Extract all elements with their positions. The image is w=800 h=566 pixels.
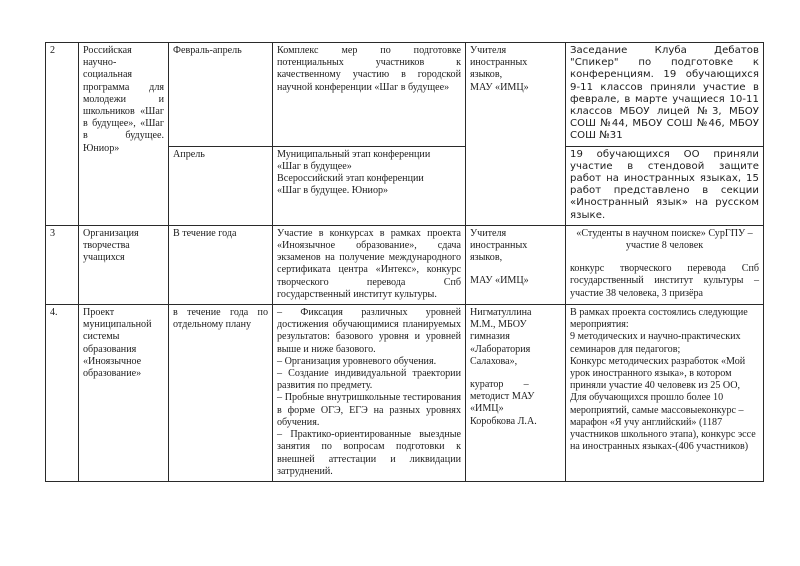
content-line: «Шаг в будущее» <box>277 160 352 172</box>
responsible-line: МАУ «ИМЦ» <box>470 81 529 93</box>
term-cell: в течение года по отдельному плану <box>169 305 273 482</box>
result-paragraph: конкурс творческого перевода Спб государственный институт культуры – участие 38 человека, 3 призёра <box>570 263 759 299</box>
result-paragraph: «Студенты в научном поиске» СурГПУ – участие 8 человек <box>576 227 753 252</box>
result-line: марафон «Я учу английский» (1187 <box>570 416 723 428</box>
responsible-line: М.М., МБОУ <box>470 319 527 331</box>
result-line: мероприятий, самые массовыеконкурс – <box>570 404 744 416</box>
responsible-line: языков, <box>470 252 503 264</box>
result-line: В рамках проекта состоялись следующие <box>570 307 748 319</box>
responsible-line: Коробкова Л.А. <box>470 415 537 427</box>
result-cell: 19 обучающихся ОО приняли участие в стендовой защите работ на иностранных языках, 15 работ представлено в секции «Иностранный язык» на русском языке. <box>566 146 764 225</box>
responsible-line: гимназия <box>470 331 510 343</box>
responsible-line: Учителя <box>470 227 507 239</box>
activity-name-cell: Организация творчества учащихся <box>79 225 169 304</box>
table-row <box>46 43 764 147</box>
content-line: Всероссийский этап конференции <box>277 173 424 185</box>
content-item: – Фиксация различных уровней достижения обучающимися планируемых результатов: базового уровня и уровней выше и ниже базового. <box>277 307 461 355</box>
responsible-line: Нигматуллина <box>470 307 532 319</box>
responsible-line: языков, <box>470 69 503 81</box>
responsible-cell <box>466 305 566 482</box>
result-line: 9 методических и научно-практических <box>570 331 741 343</box>
table-row <box>46 305 764 482</box>
row-number-cell: 2 <box>46 43 79 226</box>
responsible-line: иностранных <box>470 240 528 252</box>
result-line: семинаров для педагогов; <box>570 343 681 355</box>
responsible-line: «ИМЦ» <box>470 403 504 415</box>
row-number-cell: 4. <box>46 305 79 482</box>
activities-table <box>45 42 764 482</box>
term-cell: В течение года <box>169 225 273 304</box>
content-cell <box>273 146 466 225</box>
result-line: на иностранных языках-(406 участников) <box>570 441 749 453</box>
result-line: участников школьного этапа), конкурс эссе <box>570 429 756 441</box>
responsible-line: иностранных <box>470 57 528 69</box>
content-item: – Пробные внутришкольные тестирования в форме ОГЭ, ЕГЭ на разных уровнях обучения. <box>277 392 461 428</box>
result-line: Для обучающихся прошло более 10 <box>570 392 724 404</box>
result-cell: Заседание Клуба Дебатов "Спикер" по подготовке к конференциям. 19 обучающихся 9-11 классов приняли участие в феврале, в марте учащиеся 10-11 классов МБОУ лицей №3, МБОУ СОШ №44, МБОУ СОШ №46, МБОУ СОШ №31 <box>566 43 764 147</box>
responsible-line: Салахова», <box>470 355 518 367</box>
activity-name-cell: Российская научно-социальная программа для молодежи и школьников «Шаг в будущее», «Шаг в будущее. Юниор» <box>79 43 169 226</box>
result-line: Конкурс методических разработок «Мой <box>570 355 746 367</box>
content-item: – Организация уровневого обучения. <box>277 355 437 367</box>
responsible-line: «Лаборатория <box>470 343 531 355</box>
responsible-line: куратор – <box>470 379 529 391</box>
content-cell: Комплекс мер по подготовке потенциальных участников к качественному участию в городской научной конференции «Шаг в будущее» <box>273 43 466 147</box>
activity-name-cell: Проект муниципальной системы образования «Иноязычное образование» <box>79 305 169 482</box>
content-item: – Создание индивидуальной траектории развития по предмету. <box>277 368 461 392</box>
content-item: – Практико-ориентированные выездные занятия по вопросам подготовки к внешней аттестации и ликвидации затруднений. <box>277 429 461 477</box>
result-cell <box>566 305 764 482</box>
result-line: мероприятия: <box>570 319 629 331</box>
content-line: Муниципальный этап конференции <box>277 148 431 160</box>
table-row <box>46 225 764 304</box>
term-cell: Февраль-апрель <box>169 43 273 147</box>
term-cell: Апрель <box>169 146 273 225</box>
responsible-line: методист МАУ <box>470 391 535 403</box>
result-line: приняли участие 40 человевк из 25 ОО, <box>570 380 741 392</box>
result-cell <box>566 225 764 304</box>
row-number-cell: 3 <box>46 225 79 304</box>
result-line: урок иностранного языка», в котором <box>570 368 732 380</box>
responsible-cell <box>466 43 566 226</box>
content-cell: Участие в конкурсах в рамках проекта «Иноязычное образование», сдача экзаменов на получение международного сертификата центра «Интекс», конкурс творческого перевода Спб государственный институт культуры. <box>273 225 466 304</box>
content-line: «Шаг в будущее. Юниор» <box>277 185 389 197</box>
responsible-cell <box>466 225 566 304</box>
responsible-line: Учителя <box>470 45 507 56</box>
content-cell <box>273 305 466 482</box>
responsible-line: МАУ «ИМЦ» <box>470 275 529 287</box>
